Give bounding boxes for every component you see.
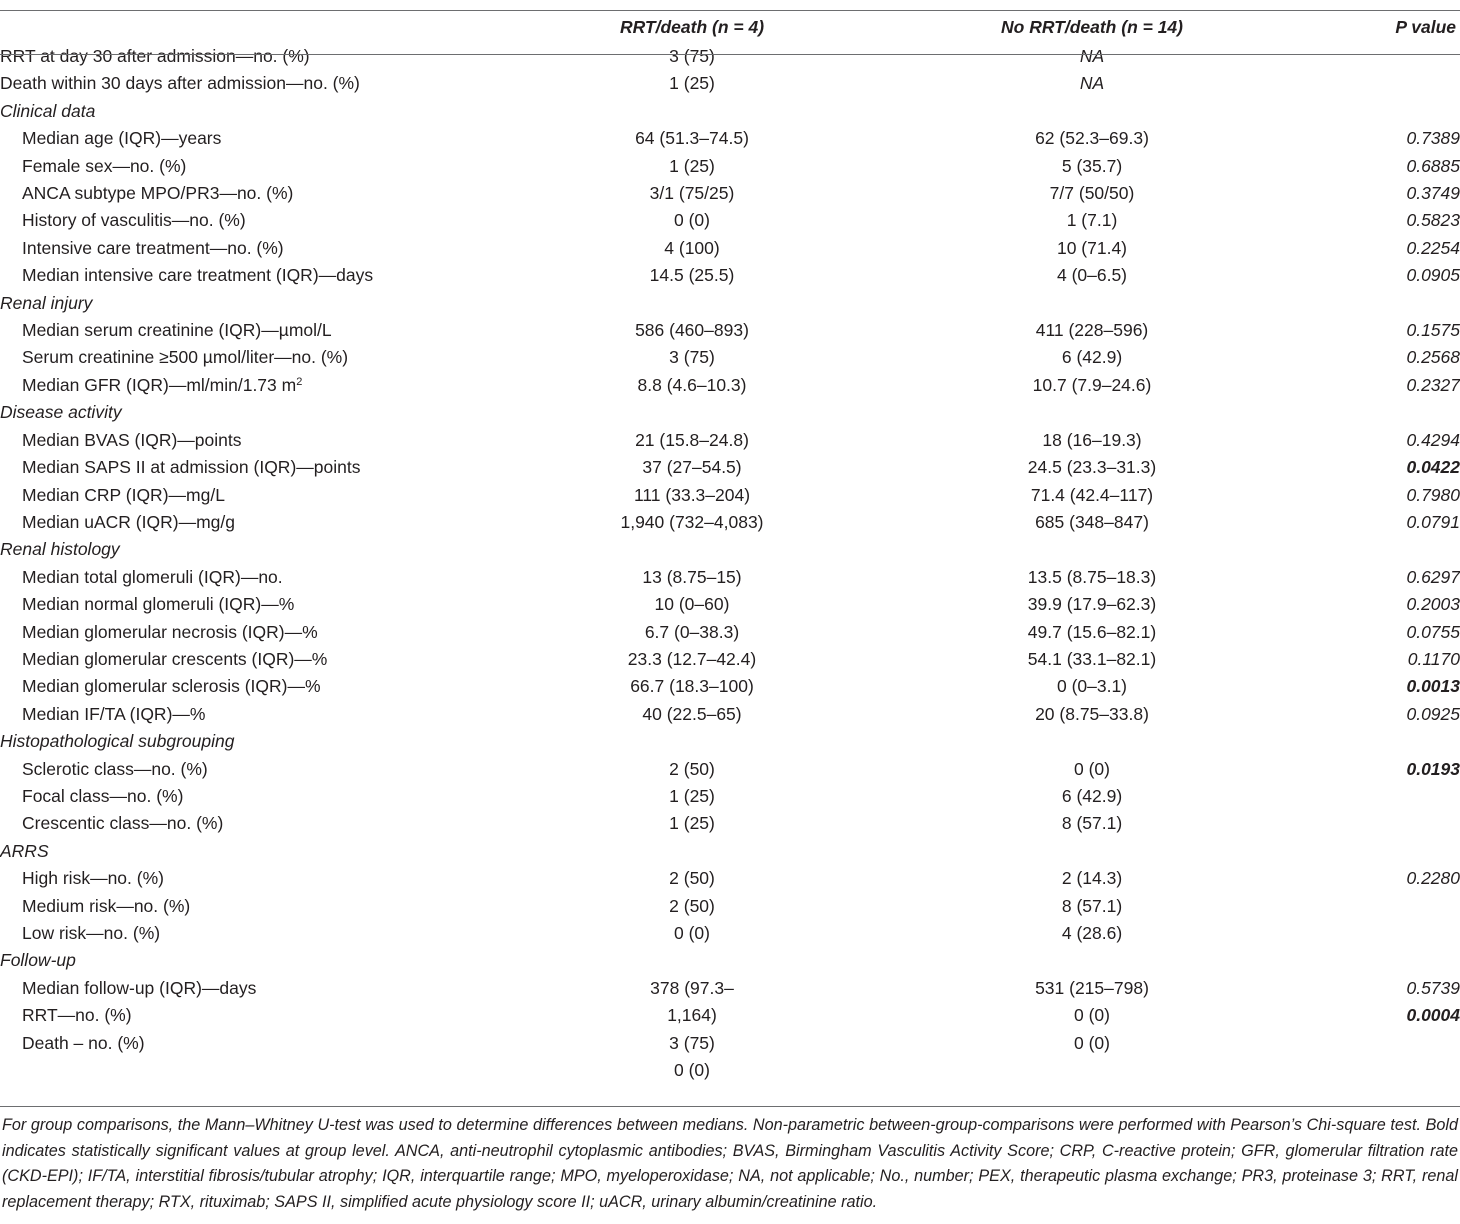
table-row — [0, 1030, 1460, 1057]
row-label-text: Median glomerular crescents (IQR)—% — [22, 648, 328, 669]
cell-p-value — [1260, 920, 1460, 947]
section-row — [0, 536, 1460, 563]
table-row — [0, 262, 1460, 289]
row-label-text: Median SAPS II at admission (IQR)—points — [22, 457, 361, 478]
data-table — [0, 11, 1460, 1084]
table-row — [0, 619, 1460, 646]
cell-p-value: 0.5739 — [1406, 977, 1460, 998]
row-label-text: Median age (IQR)—years — [22, 128, 222, 149]
cell-no-rrt-death: 4 (0–6.5) — [1056, 265, 1128, 286]
cell-no-rrt-death — [924, 399, 1260, 426]
cell-rrt-death: 1,164) — [667, 1005, 717, 1026]
cell-p-value: 0.0013 — [1406, 676, 1460, 697]
row-label — [0, 180, 460, 207]
row-label — [0, 893, 460, 920]
cell-rrt-death: 3 (75) — [669, 46, 715, 66]
cell-p-value — [1260, 70, 1460, 97]
cell-p-value — [1260, 1057, 1460, 1084]
cell-p-value: 0.2568 — [1406, 347, 1460, 368]
row-label — [0, 619, 460, 646]
row-label-text: Death within 30 days after admission—no. (%) — [0, 73, 360, 94]
section-label — [0, 399, 460, 426]
table-row — [0, 564, 1460, 591]
cell-no-rrt-death: 13.5 (8.75–18.3) — [1027, 566, 1157, 587]
row-label-text: Crescentic class—no. (%) — [22, 813, 224, 834]
row-label — [0, 810, 460, 837]
cell-p-value — [1260, 290, 1460, 317]
cell-no-rrt-death: 4 (28.6) — [1061, 923, 1123, 943]
cell-no-rrt-death: 71.4 (42.4–117) — [1030, 484, 1154, 505]
cell-rrt-death: 3 (75) — [669, 347, 715, 368]
row-label-text: Serum creatinine ≥500 µmol/liter—no. (%) — [22, 347, 349, 368]
table-row — [0, 701, 1460, 728]
cell-rrt-death — [460, 399, 924, 426]
cell-rrt-death: 66.7 (18.3–100) — [630, 676, 754, 697]
cell-no-rrt-death — [924, 536, 1260, 563]
row-label-text: High risk—no. (%) — [22, 868, 164, 889]
row-label-text: Intensive care treatment—no. (%) — [22, 237, 284, 258]
table-row — [0, 454, 1460, 481]
row-label-text: ARRS — [0, 840, 49, 861]
cell-p-value: 0.0925 — [1406, 703, 1460, 724]
table-row — [0, 783, 1460, 810]
cell-no-rrt-death: 39.9 (17.9–62.3) — [1027, 594, 1157, 615]
section-label — [0, 98, 460, 125]
cell-p-value: 0.7389 — [1406, 128, 1460, 149]
cell-rrt-death: 0 (0) — [674, 210, 710, 231]
cell-p-value: 0.0193 — [1406, 758, 1460, 779]
row-label — [0, 591, 460, 618]
cell-p-value — [1260, 783, 1460, 810]
cell-no-rrt-death: 0 (0) — [1074, 1032, 1110, 1053]
row-label — [0, 43, 460, 70]
row-label — [0, 865, 460, 892]
cell-rrt-death: 6.7 (0–38.3) — [644, 621, 740, 642]
row-label-text: Median follow-up (IQR)—days — [22, 977, 257, 998]
row-label — [0, 482, 460, 509]
row-label-text: Median GFR (IQR)—ml/min/1.73 m — [22, 374, 297, 395]
cell-rrt-death: 37 (27–54.5) — [642, 457, 742, 478]
table-row — [0, 207, 1460, 234]
row-label-text: Clinical data — [0, 100, 96, 121]
cell-rrt-death: 1 (25) — [669, 785, 715, 806]
row-label — [0, 125, 460, 152]
table-row — [0, 180, 1460, 207]
row-label — [0, 1030, 460, 1057]
cell-p-value: 0.1170 — [1407, 648, 1460, 669]
cell-rrt-death: 3/1 (75/25) — [649, 183, 735, 204]
header-no-rrt-death: No RRT/death (n = 14) — [1001, 17, 1183, 37]
cell-no-rrt-death — [924, 838, 1260, 865]
cell-no-rrt-death: 24.5 (23.3–31.3) — [1027, 457, 1157, 478]
cell-rrt-death: 40 (22.5–65) — [642, 703, 742, 724]
superscript: 2 — [296, 375, 303, 388]
row-label-text: Median IF/TA (IQR)—% — [22, 703, 206, 724]
row-label-text: Low risk—no. (%) — [22, 923, 161, 943]
row-label-text: RRT—no. (%) — [22, 1005, 132, 1026]
cell-rrt-death: 14.5 (25.5) — [649, 265, 735, 286]
table-row — [0, 646, 1460, 673]
table-row — [0, 1002, 1460, 1029]
bottom-rule — [0, 1106, 1460, 1107]
cell-rrt-death: 1 (25) — [669, 813, 715, 834]
section-row — [0, 399, 1460, 426]
table-row — [0, 317, 1460, 344]
cell-p-value — [1260, 98, 1460, 125]
row-label-text: History of vasculitis—no. (%) — [22, 210, 246, 231]
header-rrt-death: RRT/death (n = 4) — [619, 17, 765, 37]
cell-no-rrt-death — [924, 947, 1260, 974]
cell-rrt-death: 2 (50) — [669, 868, 715, 889]
table-row — [0, 70, 1460, 97]
cell-rrt-death: 1 (25) — [669, 155, 715, 176]
cell-p-value: 0.0791 — [1406, 511, 1460, 532]
cell-rrt-death: 586 (460–893) — [635, 320, 749, 341]
cell-no-rrt-death: 411 (228–596) — [1035, 320, 1149, 341]
row-label — [0, 1057, 460, 1084]
section-row — [0, 728, 1460, 755]
cell-rrt-death: 1 (25) — [669, 73, 715, 94]
cell-p-value: 0.1575 — [1406, 320, 1460, 341]
cell-no-rrt-death: 1 (7.1) — [1066, 210, 1118, 231]
cell-rrt-death — [460, 290, 924, 317]
cell-p-value — [1260, 728, 1460, 755]
header-p-value: P value — [1395, 17, 1456, 37]
header-rule — [0, 54, 1460, 55]
cell-no-rrt-death: 10 (71.4) — [1056, 237, 1128, 258]
cell-rrt-death: 2 (50) — [669, 895, 715, 916]
cell-rrt-death: 0 (0) — [674, 923, 710, 943]
cell-rrt-death: 0 (0) — [674, 1060, 710, 1081]
header-label — [0, 11, 460, 43]
section-label — [0, 728, 460, 755]
table-footnote: For group comparisons, the Mann–Whitney U-test was used to determine differences between medians. Non-parametric between-group-comparisons were performed with Pearson’s Chi-square test. Bold indicates statistically significant values at group level. ANCA, anti-neutrophil cytoplasmic antibodies; BVAS, Birmingham Vasculitis Activity Score; CRP, C-reactive protein; GFR, glomerular filtration rate (CKD-EPI); IF/TA, interstitial fibrosis/tubular atrophy; IQR, interquartile range; MPO, myeloperoxidase; NA, not applicable; No., number; PEX, therapeutic plasma exchange; PR3, proteinase 3; RRT, renal replacement therapy; RTX, rituximab; SAPS II, simplified acute physiology score II; uACR, urinary albumin/creatinine ratio. — [2, 1116, 1458, 1211]
cell-p-value: 0.0905 — [1406, 265, 1460, 286]
cell-p-value: 0.2280 — [1406, 868, 1460, 889]
row-label-text: Medium risk—no. (%) — [22, 895, 191, 916]
cell-rrt-death: 10 (0–60) — [654, 594, 730, 615]
table-row — [0, 427, 1460, 454]
section-label — [0, 838, 460, 865]
row-label — [0, 756, 460, 783]
cell-no-rrt-death: 8 (57.1) — [1061, 895, 1123, 916]
row-label-text: Follow-up — [0, 950, 76, 971]
cell-p-value — [1260, 893, 1460, 920]
cell-rrt-death: 3 (75) — [669, 1032, 715, 1053]
row-label-text: Focal class—no. (%) — [22, 785, 184, 806]
cell-rrt-death — [460, 728, 924, 755]
cell-rrt-death: 23.3 (12.7–42.4) — [627, 648, 757, 669]
row-label — [0, 509, 460, 536]
table-row — [0, 673, 1460, 700]
row-label — [0, 262, 460, 289]
row-label — [0, 454, 460, 481]
table-row — [0, 865, 1460, 892]
row-label — [0, 70, 460, 97]
row-label — [0, 235, 460, 262]
cell-no-rrt-death: 62 (52.3–69.3) — [1035, 128, 1149, 149]
section-row — [0, 947, 1460, 974]
cell-p-value: 0.2254 — [1406, 237, 1460, 258]
cell-rrt-death — [460, 838, 924, 865]
table-row — [0, 893, 1460, 920]
row-label — [0, 975, 460, 1002]
cell-p-value: 0.6885 — [1406, 155, 1460, 176]
table-row — [0, 509, 1460, 536]
cell-no-rrt-death — [924, 728, 1260, 755]
row-label — [0, 920, 460, 947]
cell-p-value — [1260, 810, 1460, 837]
cell-no-rrt-death: 7/7 (50/50) — [1049, 183, 1135, 204]
cell-p-value: 0.2003 — [1406, 594, 1460, 615]
row-label — [0, 701, 460, 728]
cell-no-rrt-death: 49.7 (15.6–82.1) — [1027, 621, 1157, 642]
section-label — [0, 290, 460, 317]
section-row — [0, 98, 1460, 125]
row-label — [0, 317, 460, 344]
cell-p-value: 0.4294 — [1406, 429, 1460, 450]
cell-no-rrt-death — [924, 1057, 1260, 1084]
cell-no-rrt-death: 0 (0) — [1074, 758, 1110, 779]
row-label-text: RRT at day 30 after admission—no. (%) — [0, 46, 310, 66]
cell-rrt-death: 64 (51.3–74.5) — [635, 128, 749, 149]
cell-p-value — [1260, 536, 1460, 563]
cell-no-rrt-death: 18 (16–19.3) — [1042, 429, 1142, 450]
row-label-text: Median uACR (IQR)—mg/g — [22, 511, 235, 532]
row-label-text: Renal histology — [0, 539, 120, 560]
cell-rrt-death: 13 (8.75–15) — [642, 566, 742, 587]
cell-p-value: 0.2327 — [1406, 374, 1460, 395]
cell-no-rrt-death: 10.7 (7.9–24.6) — [1032, 374, 1152, 395]
row-label-text: Median glomerular sclerosis (IQR)—% — [22, 676, 321, 697]
table-row — [0, 756, 1460, 783]
cell-no-rrt-death: NA — [1079, 73, 1105, 94]
cell-p-value: 0.0422 — [1406, 457, 1460, 478]
table-row — [0, 235, 1460, 262]
row-label — [0, 564, 460, 591]
cell-no-rrt-death — [924, 98, 1260, 125]
table-row — [0, 344, 1460, 371]
row-label — [0, 646, 460, 673]
table-row — [0, 125, 1460, 152]
cell-no-rrt-death: 685 (348–847) — [1035, 511, 1149, 532]
cell-no-rrt-death: 6 (42.9) — [1061, 347, 1123, 368]
cell-rrt-death: 111 (33.3–204) — [633, 484, 751, 505]
section-row — [0, 290, 1460, 317]
row-label — [0, 1002, 460, 1029]
cell-rrt-death: 21 (15.8–24.8) — [635, 429, 749, 450]
header-row — [0, 11, 1460, 43]
row-label-text: Histopathological subgrouping — [0, 731, 235, 752]
row-label-text: Death – no. (%) — [22, 1032, 145, 1053]
cell-no-rrt-death: 6 (42.9) — [1061, 785, 1123, 806]
row-label-text: Female sex—no. (%) — [22, 155, 187, 176]
cell-no-rrt-death: NA — [1079, 46, 1105, 66]
cell-p-value: 0.3749 — [1406, 183, 1460, 204]
cell-p-value — [1260, 43, 1460, 70]
cell-no-rrt-death: 531 (215–798) — [1035, 977, 1149, 998]
table-body — [0, 43, 1460, 1084]
row-label — [0, 153, 460, 180]
cell-p-value — [1260, 838, 1460, 865]
cell-rrt-death: 8.8 (4.6–10.3) — [637, 374, 747, 395]
section-row — [0, 838, 1460, 865]
cell-rrt-death: 4 (100) — [664, 237, 720, 258]
cell-p-value: 0.0004 — [1406, 1005, 1460, 1026]
row-label — [0, 207, 460, 234]
cell-p-value: 0.0755 — [1406, 621, 1460, 642]
table-row — [0, 372, 1460, 399]
table-row — [0, 591, 1460, 618]
row-label-text: Median total glomeruli (IQR)—no. — [22, 566, 283, 587]
cell-no-rrt-death: 0 (0) — [1074, 1005, 1110, 1026]
cell-rrt-death — [460, 947, 924, 974]
row-label-text: Median CRP (IQR)—mg/L — [22, 484, 225, 505]
row-label — [0, 783, 460, 810]
cell-no-rrt-death: 20 (8.75–33.8) — [1035, 703, 1149, 724]
cell-p-value: 0.5823 — [1406, 210, 1460, 231]
cell-no-rrt-death — [924, 290, 1260, 317]
row-label-text: Median intensive care treatment (IQR)—days — [22, 265, 374, 286]
table-row — [0, 43, 1460, 70]
section-label — [0, 536, 460, 563]
row-label-text: Renal injury — [0, 292, 93, 313]
cell-no-rrt-death: 5 (35.7) — [1061, 155, 1123, 176]
cell-p-value — [1260, 1030, 1460, 1057]
table-row — [0, 975, 1460, 1002]
table-row — [0, 153, 1460, 180]
cell-no-rrt-death: 2 (14.3) — [1061, 868, 1123, 889]
row-label — [0, 344, 460, 371]
cell-no-rrt-death: 0 (0–3.1) — [1056, 676, 1128, 697]
row-label-text: ANCA subtype MPO/PR3—no. (%) — [22, 183, 294, 204]
row-label — [0, 372, 460, 399]
cell-no-rrt-death: 54.1 (33.1–82.1) — [1027, 648, 1157, 669]
row-label-text: Median glomerular necrosis (IQR)—% — [22, 621, 318, 642]
cell-p-value — [1260, 399, 1460, 426]
row-label — [0, 673, 460, 700]
table-row — [0, 1057, 1460, 1084]
cell-p-value: 0.7980 — [1406, 484, 1460, 505]
row-label-text: Sclerotic class—no. (%) — [22, 758, 208, 779]
row-label-text: Disease activity — [0, 402, 122, 423]
row-label-text: Median normal glomeruli (IQR)—% — [22, 594, 295, 615]
cell-no-rrt-death: 8 (57.1) — [1061, 813, 1123, 834]
cell-rrt-death — [460, 98, 924, 125]
section-label — [0, 947, 460, 974]
cell-rrt-death: 2 (50) — [669, 758, 715, 779]
cell-rrt-death — [460, 536, 924, 563]
row-label-text: Median serum creatinine (IQR)—µmol/L — [22, 320, 332, 341]
table-row — [0, 920, 1460, 947]
cell-p-value — [1260, 947, 1460, 974]
cell-p-value: 0.6297 — [1406, 566, 1460, 587]
table-row — [0, 810, 1460, 837]
row-label-text: Median BVAS (IQR)—points — [22, 429, 242, 450]
cell-rrt-death: 1,940 (732–4,083) — [620, 511, 764, 532]
cell-rrt-death: 378 (97.3– — [650, 977, 734, 998]
row-label — [0, 427, 460, 454]
table-row — [0, 482, 1460, 509]
